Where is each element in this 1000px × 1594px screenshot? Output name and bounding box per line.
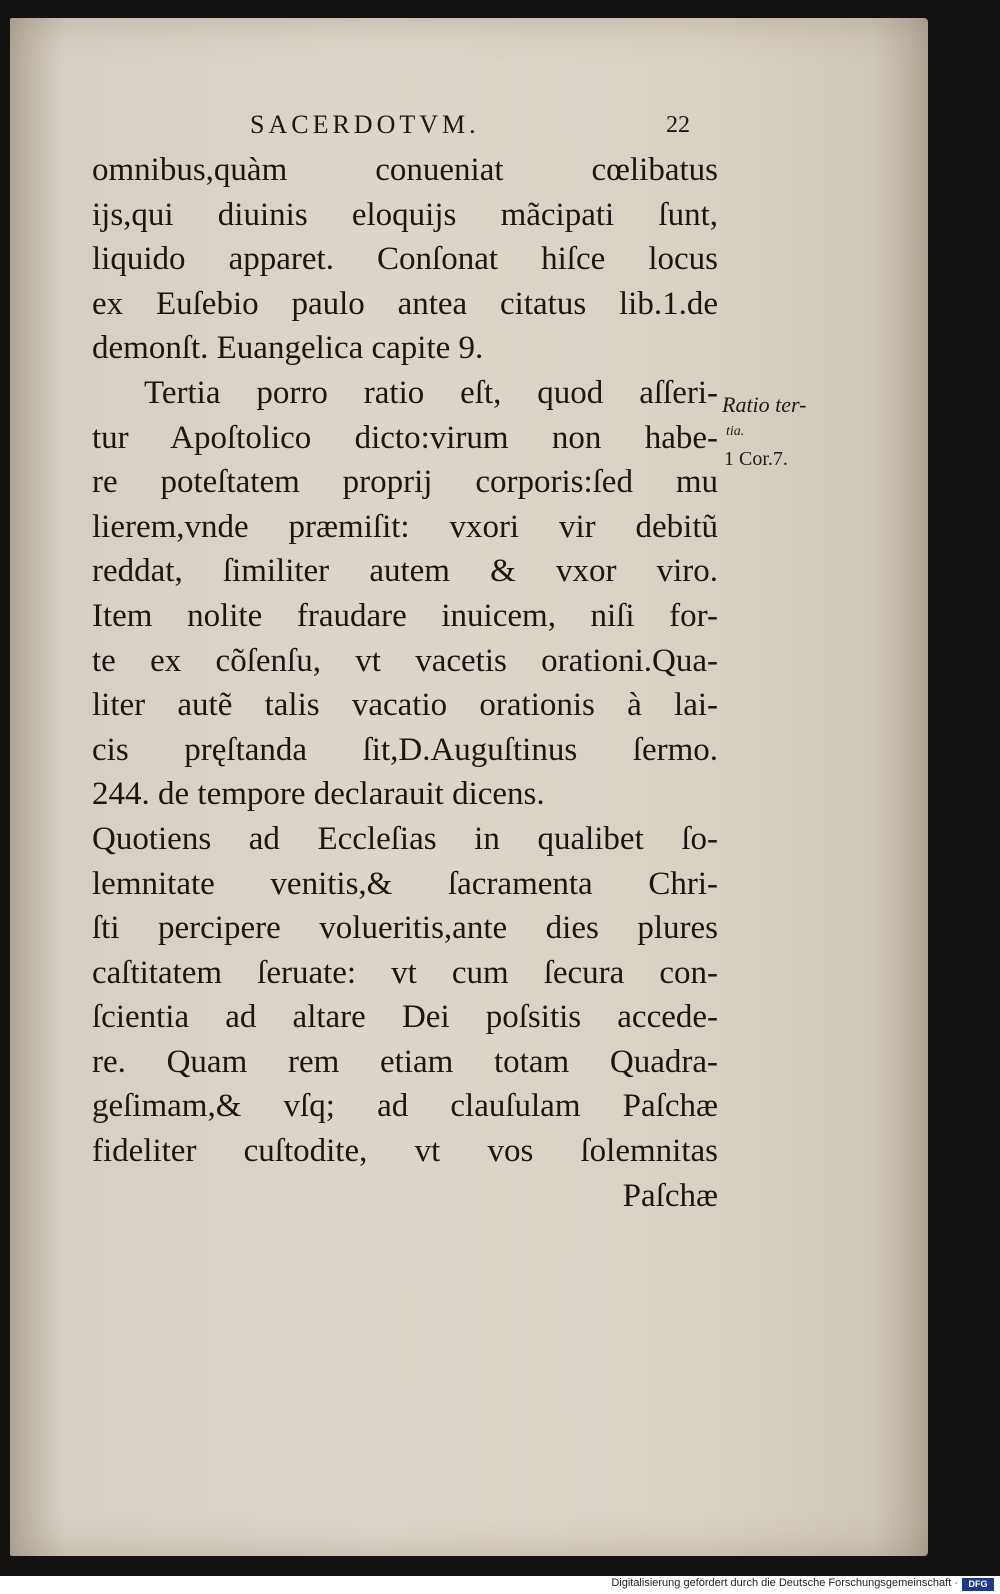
text-line: Tertia porro ratio eſt, quod aſſeri- [144, 374, 718, 411]
page-number: 22 [666, 112, 690, 138]
text-line: demonſt. Euangelica capite 9. [92, 330, 484, 367]
text-line: cis pręſtanda ſit,D.Auguſtinus ſermo. [92, 731, 718, 768]
text-line: caſtitatem ſeruate: vt cum ſecura con- [92, 954, 718, 991]
text-line: ex Euſebio paulo antea citatus lib.1.de [92, 285, 718, 322]
funding-credit: Digitalisierung gefördert durch die Deutsche Forschungsgemeinschaft · [611, 1577, 958, 1589]
text-line: reddat, ſimiliter autem & vxor viro. [92, 553, 718, 590]
text-line: re poteſtatem proprij corporis:ſed mu [92, 464, 718, 501]
text-line: omnibus,quàm conueniat cœlibatus [92, 152, 718, 188]
text-line: fideliter cuſtodite, vt vos ſolemnitas [92, 1133, 718, 1170]
text-line: liquido apparet. Conſonat hiſce locus [92, 241, 718, 278]
credit-bar [0, 1576, 1000, 1594]
text-line: geſimam,& vſq; ad clauſulam Paſchæ [92, 1088, 718, 1125]
catchword: Paſchæ [622, 1177, 718, 1214]
text-line: re. Quam rem etiam totam Quadra- [92, 1043, 718, 1080]
text-line: ſti percipere volueritis,ante dies plures [92, 910, 718, 947]
marginal-note [722, 388, 872, 476]
text-line: Item nolite fraudare inuicem, niſi for- [92, 597, 718, 634]
marginal-note-line: tia. [726, 424, 745, 439]
text-line: te ex cõſenſu, vt vacetis orationi.Qua- [92, 642, 718, 679]
text-line: Quotiens ad Eccleſias in qualibet ſo- [92, 820, 718, 857]
page-header [250, 110, 690, 144]
text-line: lierem,vnde præmiſit: vxori vir debitũ [92, 508, 718, 545]
text-line: ſcientia ad altare Dei poſsitis accede- [92, 999, 718, 1036]
text-line: lemnitate venitis,& ſacramenta Chri- [92, 865, 718, 902]
dfg-logo-icon: DFG [962, 1578, 994, 1591]
marginal-note-line: Ratio ter- [722, 392, 807, 417]
running-title: SACERDOTVM. [250, 110, 480, 139]
text-line: tur Apoſtolico dicto:virum non habe- [92, 419, 718, 456]
text-line: ijs,qui diuinis eloquijs mãcipati ſunt, [92, 196, 718, 233]
text-line: liter autẽ talis vacatio orationis à lai- [92, 687, 718, 724]
body-text [92, 148, 718, 1218]
text-line: 244. de tempore declarauit dicens. [92, 776, 545, 813]
marginal-note-reference: 1 Cor.7. [724, 448, 788, 470]
